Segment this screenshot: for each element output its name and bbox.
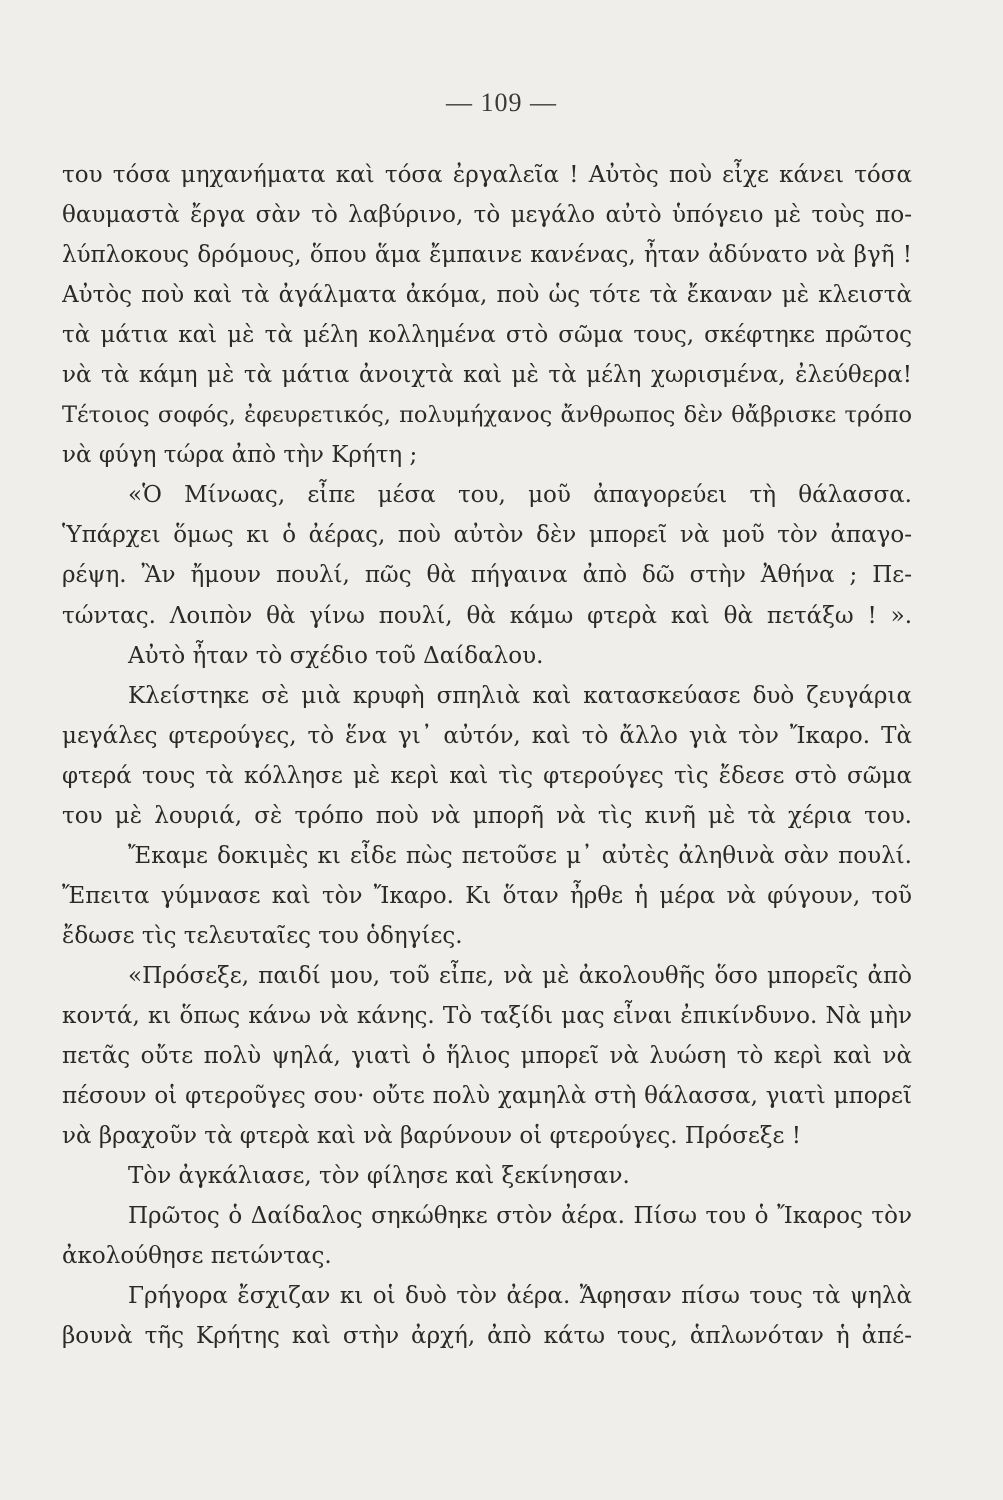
text-line: ρέψη. Ἂν ἤμουν πουλί, πῶς θὰ πήγαινα ἀπὸ δῶ στὴν Ἀθήνα ; Πε- [62, 562, 912, 589]
text-line: νὰ τὰ κάμη μὲ τὰ μάτια ἀνοιχτὰ καὶ μὲ τὰ μέλη χωρισμένα, ἐλεύθερα! [62, 362, 912, 389]
text-line: κοντά, κι ὅπως κάνω νὰ κάνης. Τὸ ταξίδι μας εἶναι ἐπικίνδυνο. Νὰ μὴν [62, 1002, 912, 1029]
text-line: λύπλοκους δρόμους, ὅπου ἅμα ἔμπαινε κανένας, ἦταν ἀδύνατο νὰ βγῆ ! [62, 242, 912, 269]
text-line: ἔδωσε τὶς τελευταῖες του ὁδηγίες. [62, 922, 463, 949]
text-line: Αὐτὸς ποὺ καὶ τὰ ἀγάλματα ἀκόμα, ποὺ ὡς τότε τὰ ἔκαναν μὲ κλειστὰ [62, 282, 912, 309]
text-line: Πρῶτος ὁ Δαίδαλος σηκώθηκε στὸν ἀέρα. Πίσω του ὁ Ἴκαρος τὸν [128, 1203, 912, 1230]
text-line: πετᾶς οὔτε πολὺ ψηλά, γιατὶ ὁ ἥλιος μπορεῖ νὰ λυώση τὸ κερὶ καὶ νὰ [62, 1043, 912, 1070]
text-line: Κλείστηκε σὲ μιὰ κρυφὴ σπηλιὰ καὶ κατασκεύασε δυὸ ζευγάρια [128, 682, 912, 709]
text-line: Τὸν ἀγκάλιασε, τὸν φίλησε καὶ ξεκίνησαν. [128, 1163, 630, 1190]
text-line: θαυμαστὰ ἔργα σὰν τὸ λαβύρινο, τὸ μεγάλο αὐτὸ ὑπόγειο μὲ τοὺς πο- [62, 202, 912, 229]
text-line: Αὐτὸ ἦταν τὸ σχέδιο τοῦ Δαίδαλου. [128, 642, 544, 669]
text-line: του μὲ λουριά, σὲ τρόπο ποὺ νὰ μπορῆ νὰ τὶς κινῆ μὲ τὰ χέρια του. [62, 802, 912, 829]
text-line: τὰ μάτια καὶ μὲ τὰ μέλη κολλημένα στὸ σῶμα τους, σκέφτηκε πρῶτος [62, 322, 912, 349]
text-line: μεγάλες φτερούγες, τὸ ἕνα γι᾽ αὐτόν, καὶ τὸ ἄλλο γιὰ τὸν Ἴκαρο. Τὰ [62, 722, 912, 749]
text-line: Ὑπάρχει ὅμως κι ὁ ἀέρας, ποὺ αὐτὸν δὲν μπορεῖ νὰ μοῦ τὸν ἀπαγο- [62, 522, 912, 549]
text-line: βουνὰ τῆς Κρήτης καὶ στὴν ἀρχή, ἀπὸ κάτω τους, ἁπλωνόταν ἡ ἀπέ- [62, 1323, 912, 1350]
text-line: Γρήγορα ἔσχιζαν κι οἱ δυὸ τὸν ἀέρα. Ἄφησαν πίσω τους τὰ ψηλὰ [128, 1283, 912, 1310]
text-line: του τόσα μηχανήματα καὶ τόσα ἐργαλεῖα ! Αὐτὸς ποὺ εἶχε κάνει τόσα [62, 162, 912, 188]
text-line: «Ὁ Μίνωας, εἶπε μέσα του, μοῦ ἀπαγορεύει τὴ θάλασσα. [128, 482, 912, 509]
text-line: ἀκολούθησε πετώντας. [62, 1243, 332, 1270]
text-line: Ἔκαμε δοκιμὲς κι εἶδε πὼς πετοῦσε μ᾽ αὐτὲς ἀληθινὰ σὰν πουλί. [128, 842, 912, 869]
text-line: «Πρόσεξε, παιδί μου, τοῦ εἶπε, νὰ μὲ ἀκολουθῆς ὅσο μπορεῖς ἀπὸ [128, 962, 912, 989]
text-line: τώντας. Λοιπὸν θὰ γίνω πουλί, θὰ κάμω φτερὰ καὶ θὰ πετάξω ! ». [62, 602, 912, 629]
text-line: νὰ βραχοῦν τὰ φτερὰ καὶ νὰ βαρύνουν οἱ φτερούγες. Πρόσεξε ! [62, 1123, 802, 1150]
text-line: πέσουν οἱ φτεροῦγες σου· οὔτε πολὺ χαμηλὰ στὴ θάλασσα, γιατὶ μπορεῖ [62, 1083, 912, 1110]
page-number: — 109 — [446, 88, 557, 117]
text-line: Τέτοιος σοφός, ἐφευρετικός, πολυμήχανος ἄνθρωπος δὲν θἄβρισκε τρόπο [62, 402, 912, 429]
body-text [62, 155, 912, 1356]
text-line: Ἔπειτα γύμνασε καὶ τὸν Ἴκαρο. Κι ὅταν ἦρθε ἡ μέρα νὰ φύγουν, τοῦ [62, 882, 912, 909]
text-line: νὰ φύγη τώρα ἀπὸ τὴν Κρήτη ; [62, 442, 418, 469]
text-line: φτερά τους τὰ κόλλησε μὲ κερὶ καὶ τὶς φτερούγες τὶς ἔδεσε στὸ σῶμα [62, 762, 912, 789]
